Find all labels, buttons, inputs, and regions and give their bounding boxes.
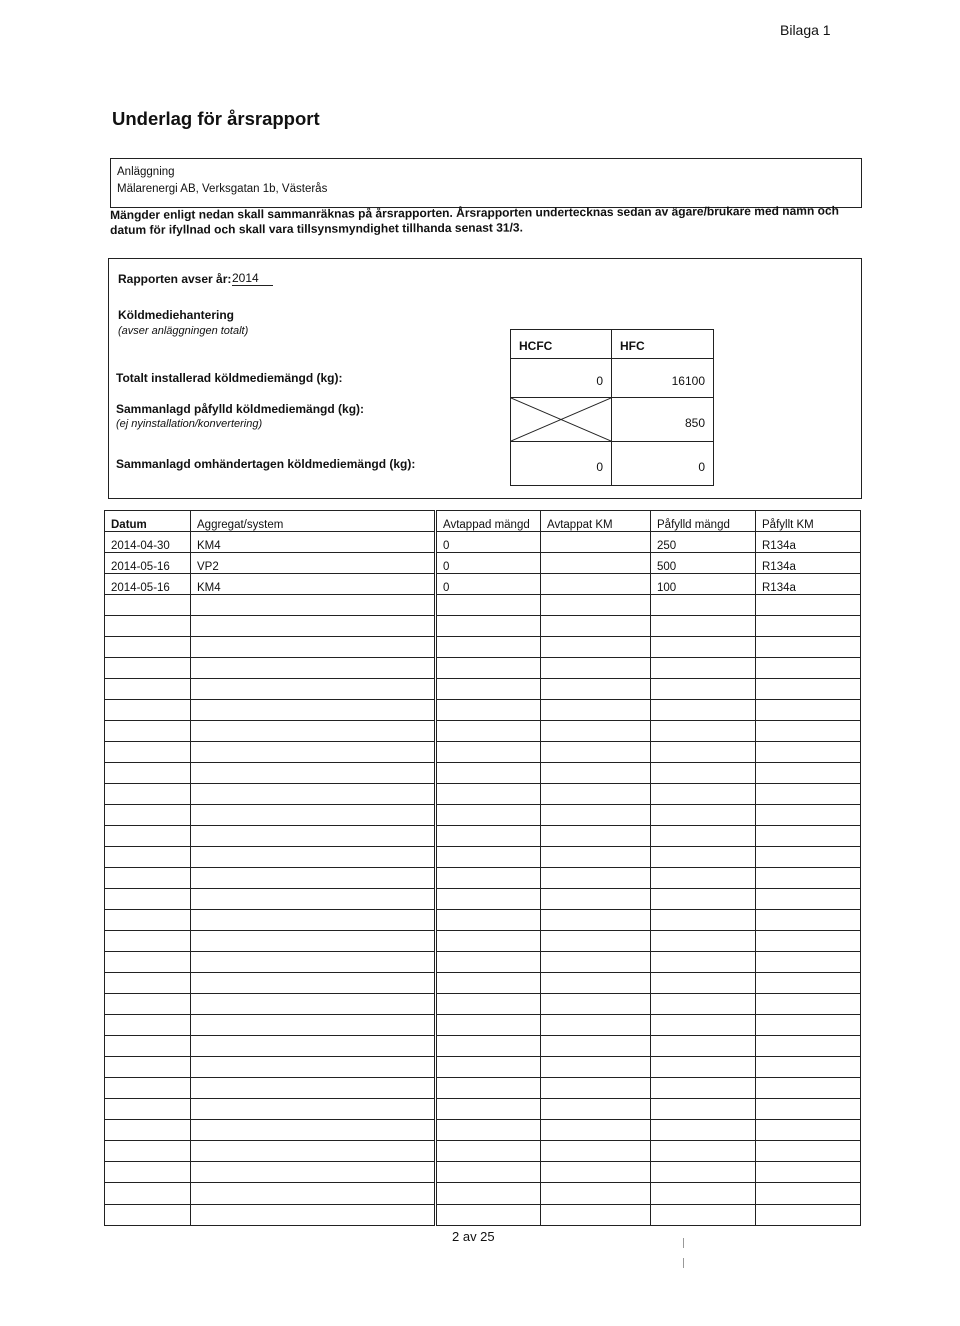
table-cell [541,574,651,595]
table-row [105,532,861,553]
table-cell [756,616,861,637]
table-cell [651,994,756,1015]
table-cell [191,994,435,1015]
table-cell [191,637,435,658]
table-cell [105,595,191,616]
instructions-text: Mängder enligt nedan skall sammanräknas på årsrapporten. Årsrapporten undertecknas sedan av ägare/brukare med namn och datum för ifyllnad och skall vara tillsynsmyndighet tillhanda senast 31/3. [110,203,839,237]
table-row [105,973,861,994]
table-cell [651,1057,756,1078]
table-cell [756,595,861,616]
table-cell [651,721,756,742]
table-row [105,889,861,910]
table-cell [191,931,435,952]
table-cell [756,952,861,973]
table-cell [756,931,861,952]
table-cell [541,595,651,616]
table-row [105,763,861,784]
table-cell [105,1120,191,1141]
table-cell: R134a [756,532,861,553]
table-cell [191,868,435,889]
table-cell [541,1141,651,1162]
table-cell [105,868,191,889]
facility-value: Mälarenergi AB, Verksgatan 1b, Västerås [117,183,328,195]
table-cell [756,1036,861,1057]
table-cell [541,889,651,910]
table-cell [541,1099,651,1120]
table-cell [756,1015,861,1036]
table-cell [651,763,756,784]
table-cell [191,1120,435,1141]
table-cell: 2014-05-16 [105,553,191,574]
table-cell [651,826,756,847]
page-title: Underlag för årsrapport [112,108,320,129]
table-cell [541,637,651,658]
table-cell [437,679,541,700]
table-cell [105,1162,191,1183]
table-cell [651,973,756,994]
table-cell [756,1183,861,1204]
table-cell [437,763,541,784]
table-cell [437,889,541,910]
table-cell [191,805,435,826]
table-cell [191,1204,435,1226]
total-disposed-label: Sammanlagd omhändertagen köldmediemängd (kg): [116,457,416,471]
header-filled-amount: Påfylld mängd [651,511,756,532]
table-cell [651,1078,756,1099]
table-cell: 0 [437,553,541,574]
table-cell [437,973,541,994]
column-header-hfc: HFC [612,330,713,359]
table-cell [191,721,435,742]
table-cell [105,658,191,679]
table-row [105,1015,861,1036]
table-cell [756,868,861,889]
table-cell [651,889,756,910]
table-cell [756,679,861,700]
report-year-value: 2014 [232,271,273,286]
table-cell [191,952,435,973]
table-cell [756,889,861,910]
table-cell [541,553,651,574]
facility-label: Anläggning [117,166,175,178]
table-cell [105,805,191,826]
table-cell [105,784,191,805]
table-cell [191,679,435,700]
table-cell [191,910,435,931]
table-cell [651,742,756,763]
table-row [105,1141,861,1162]
table-cell: R134a [756,574,861,595]
table-cell: 2014-04-30 [105,532,191,553]
table-cell [437,784,541,805]
table-cell [541,952,651,973]
table-cell [756,1078,861,1099]
table-cell [437,910,541,931]
table-cell [541,931,651,952]
table-cell [756,637,861,658]
table-row [105,931,861,952]
table-cell [651,931,756,952]
table-cell [651,1162,756,1183]
table-cell [105,847,191,868]
table-cell [651,595,756,616]
table-cell: 100 [651,574,756,595]
installed-hfc-value: 16100 [612,359,713,398]
table-row [105,1120,861,1141]
table-cell [756,742,861,763]
table-row [105,1183,861,1204]
table-cell [105,1204,191,1226]
table-row [105,574,861,595]
table-cell [756,784,861,805]
table-row [105,616,861,637]
page-number: 2 av 25 [452,1229,495,1244]
table-cell [651,1141,756,1162]
table-cell: VP2 [191,553,435,574]
table-row [105,910,861,931]
table-cell [651,616,756,637]
table-cell [437,742,541,763]
table-cell [105,973,191,994]
header-drained-refrigerant: Avtappat KM [541,511,651,532]
table-cell [105,1141,191,1162]
table-cell [105,994,191,1015]
table-header-row [105,511,861,532]
table-row [105,637,861,658]
section-title: Köldmediehantering [118,308,235,322]
table-cell [105,1015,191,1036]
table-cell [191,1015,435,1036]
table-cell [105,1057,191,1078]
table-cell [437,1120,541,1141]
table-row [105,553,861,574]
table-cell [541,826,651,847]
table-cell [437,1183,541,1204]
table-row [105,742,861,763]
table-cell [105,679,191,700]
table-cell [105,1183,191,1204]
table-cell [541,1036,651,1057]
table-cell [756,763,861,784]
table-cell [541,868,651,889]
table-row [105,700,861,721]
table-cell: KM4 [191,532,435,553]
table-cell [191,847,435,868]
table-cell [541,805,651,826]
refilled-hcfc-crossed-cell [511,398,612,442]
table-cell [105,1099,191,1120]
attachment-label: Bilaga 1 [780,22,831,38]
table-cell [541,616,651,637]
table-cell [437,595,541,616]
table-cell [105,763,191,784]
table-cell [105,1078,191,1099]
table-cell [105,931,191,952]
table-cell [541,1015,651,1036]
table-cell [437,994,541,1015]
table-cell [541,847,651,868]
table-cell [541,1078,651,1099]
table-cell [541,700,651,721]
table-cell [651,1099,756,1120]
table-cell [756,826,861,847]
disposed-hcfc-value: 0 [511,442,612,485]
table-cell [756,1141,861,1162]
table-cell [437,1078,541,1099]
table-cell: 250 [651,532,756,553]
table-cell [191,784,435,805]
table-row [105,595,861,616]
table-cell [437,847,541,868]
table-cell [651,868,756,889]
table-cell [541,994,651,1015]
table-cell [191,889,435,910]
table-cell [437,826,541,847]
table-cell [541,910,651,931]
table-cell [105,700,191,721]
table-cell [191,1183,435,1204]
table-cell [651,1183,756,1204]
table-cell [437,1141,541,1162]
table-cell [651,1204,756,1226]
table-cell [437,1057,541,1078]
table-cell [756,1162,861,1183]
scan-mark [683,1238,684,1248]
table-cell [651,637,756,658]
table-cell [105,637,191,658]
table-row [105,805,861,826]
table-cell [651,1036,756,1057]
table-row [105,994,861,1015]
table-cell [541,973,651,994]
cross-out-icon [511,398,611,441]
total-refilled-label: Sammanlagd påfylld köldmediemängd (kg): [116,402,365,416]
table-cell [651,1015,756,1036]
table-cell [105,910,191,931]
table-row [105,784,861,805]
table-cell [756,658,861,679]
table-cell [541,1120,651,1141]
table-row [105,952,861,973]
table-cell [651,952,756,973]
table-cell [191,616,435,637]
table-cell [437,952,541,973]
table-cell [756,805,861,826]
table-cell [191,763,435,784]
report-year-label: Rapporten avser år: [118,272,232,286]
table-cell [191,1036,435,1057]
table-cell [105,742,191,763]
disposed-hfc-value: 0 [698,460,705,474]
table-cell [105,826,191,847]
total-installed-label: Totalt installerad köldmediemängd (kg): [116,371,343,385]
table-cell [105,1036,191,1057]
table-cell [437,1036,541,1057]
quantity-grid [510,329,714,486]
table-cell: 0 [437,574,541,595]
table-cell [191,1141,435,1162]
table-cell [105,889,191,910]
table-cell [541,1183,651,1204]
table-cell: 500 [651,553,756,574]
table-cell [437,616,541,637]
table-cell [756,994,861,1015]
table-cell [105,952,191,973]
table-cell [437,721,541,742]
table-row [105,1204,861,1226]
table-cell [651,658,756,679]
table-cell [105,721,191,742]
table-row [105,826,861,847]
table-row [105,868,861,889]
table-cell [756,1120,861,1141]
scan-mark [683,1258,684,1268]
table-cell [651,910,756,931]
table-cell [437,700,541,721]
table-cell [105,616,191,637]
table-row [105,1099,861,1120]
table-cell [437,1204,541,1226]
table-cell [756,1204,861,1226]
header-filled-refrigerant: Påfyllt KM [756,511,861,532]
table-cell [437,868,541,889]
total-refilled-sublabel: (ej nyinstallation/konvertering) [116,418,263,430]
table-cell [437,1099,541,1120]
table-row [105,1057,861,1078]
table-cell [541,679,651,700]
table-cell [651,784,756,805]
section-subtitle: (avser anläggningen totalt) [118,325,249,337]
table-cell [191,700,435,721]
table-cell [541,742,651,763]
table-cell [541,721,651,742]
table-cell [756,1099,861,1120]
table-cell [651,1120,756,1141]
table-cell [651,805,756,826]
header-unit: Aggregat/system [191,511,435,532]
table-cell: 2014-05-16 [105,574,191,595]
table-cell [191,973,435,994]
table-cell: KM4 [191,574,435,595]
refilled-hfc-value: 850 [612,398,713,442]
table-cell [541,1057,651,1078]
table-cell [191,1057,435,1078]
table-cell [756,721,861,742]
table-row [105,679,861,700]
table-cell [191,742,435,763]
table-row [105,1078,861,1099]
table-cell [191,826,435,847]
table-row [105,1036,861,1057]
table-cell [191,1162,435,1183]
table-cell: R134a [756,553,861,574]
table-cell [437,637,541,658]
table-cell [437,658,541,679]
table-cell [437,1162,541,1183]
table-cell [437,931,541,952]
table-cell [541,784,651,805]
table-cell [191,1099,435,1120]
table-cell [541,763,651,784]
table-cell [191,1078,435,1099]
table-cell [191,658,435,679]
header-date: Datum [105,511,191,532]
table-cell [541,1204,651,1226]
table-cell [541,658,651,679]
table-cell [756,847,861,868]
header-drained-amount: Avtappad mängd [437,511,541,532]
table-row [105,847,861,868]
table-cell [756,1057,861,1078]
table-cell [756,910,861,931]
table-cell [437,805,541,826]
table-cell [437,1015,541,1036]
table-cell [756,973,861,994]
table-cell [651,700,756,721]
table-row [105,721,861,742]
table-cell [541,1162,651,1183]
table-cell [756,700,861,721]
table-cell [191,595,435,616]
column-header-hcfc: HCFC [511,330,612,359]
table-cell [651,679,756,700]
table-row [105,658,861,679]
table-row [105,1162,861,1183]
table-cell [651,847,756,868]
installed-hcfc-value: 0 [511,359,612,398]
table-cell [541,532,651,553]
refrigerant-log-table [104,510,861,1226]
table-cell: 0 [437,532,541,553]
